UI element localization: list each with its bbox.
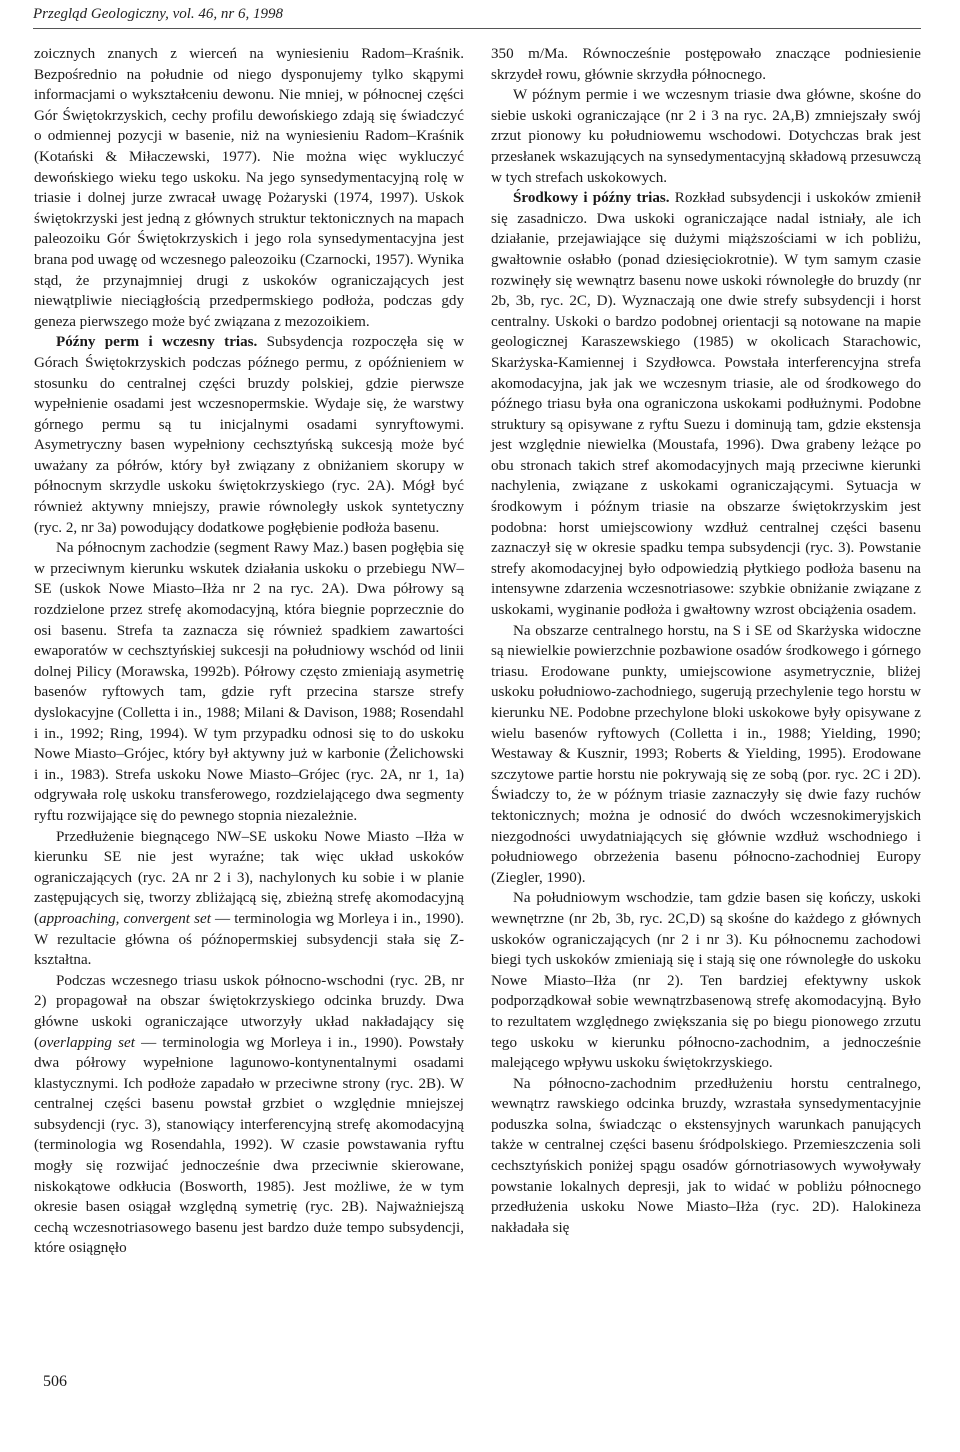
header-rule <box>33 28 921 29</box>
paragraph <box>34 332 464 538</box>
italic-term: overlapping set <box>39 1034 135 1051</box>
paragraph <box>34 971 464 1259</box>
italic-term: approaching, convergent set <box>39 910 211 927</box>
section-heading: Późny perm i wczesny trias. <box>56 334 258 351</box>
paragraph-text: Rozkład subsydencji i uskoków zmienił się zasadniczo. Dwa uskoki ograniczające nadal istniały, ale ich działanie, przejawiające się dużymi miąższościami w ich pobliżu, gwałtownie osłabło (ponad dziesięciokrotnie). W tym samym czasie rozwinęły się wewnątrz basenu nowe uskoki równoległe do bruzdy (nr 2b, 3b, ryc. 2C, D). Wyznaczają one dwie strefy subsydencji i horst centralny. Uskoki o bardzo podobnej orientacji są notowane na mapie geologicznej Karaszewskiego (1985) w okolicach Starachowic, Skarżyska-Kamiennej i Szydłowca. Powstała interferencyjna strefa akomodacyjna, jak jak we wczesnym triasie, ale od środkowego do późnego triasu była ona ograniczona uskokami podłużnymi. Podobne struktury są opisywane z ryftu Suezu i dominują tam, gdzie ekstensja jest względnie niewielka (Moustafa, 1996). Dwa grabeny leżące po obu stronach takich stref akomodacyjnych mają przeciwne kierunki nachylenia, związane z uskokami ograniczającymi. Sytuacja w środkowym i późnym triasie na obszarze świętokrzyskim jest podobna: horst umiejscowiony wzdłuż centralnej części basenu zaznaczył się w okresie spadku tempa subsydencji (ryc. 3). Powstanie strefy akomodacyjnej było odpowiedzią płytkiego podłoża basenu na intensywne zdarzenia wczesnotriasowe: szybkie obniżanie związane z uskokami, wyginanie podłoża i gwałtowny wzrost obciążenia osadem. <box>491 190 921 619</box>
paragraph: Na obszarze centralnego horstu, na S i SE od Skarżyska widoczne są niewielkie powierzchnie pozbawione osadów środkowego i górnego triasu. Erodowane punkty, umiejscowione asymetrycznie, bliżej uskoku południowo-zachodniego, sugerują przechylenie tego horstu w kierunku NE. Podobne przechylone bloki uskokowe były opisywane z wielu basenów ryftowych (Colletta i in., 1988; Yielding, 1990; Westaway & Kusznir, 1993; Roberts & Yielding, 1995). Erodowane szczytowe partie horstu nie pokrywają się ze sobą (por. ryc. 2C i 2D). Świadczy to, że w późnym triasie zaznaczyły się dwie fazy ruchów tektonicznych; można je odnosić do dwóch wczesnokimeryjskich niezgodności uwydatniających się głównie wzdłuż wschodniego i południowego obrzeżenia basenu północno-zachodniej Europy (Ziegler, 1990). <box>491 622 921 886</box>
left-column <box>34 44 464 1259</box>
page-number: 506 <box>43 1373 67 1390</box>
paragraph-text: — terminologia wg Morleya i in., 1990). Powstały dwa półrowy wypełnione lagunowo-kontynentalnymi osadami klastycznymi. Ich podłoże zapadało w przeciwne strony (ryc. 2B). W centralnej części basenu powstał grzbiet o względnie mniejszej subsydencji (ryc. 3), stanowiący interferencyjną strefę akomodacyjną (terminologia wg Rosendahla, 1992). W czasie powstawania ryftu mogły się rozwijać jednocześnie dwa przeciwnie skierowane, niskokątowe odkłucia (Bosworth, 1985). Jest możliwe, że w tym okresie basen osiągał względną symetrię (ryc. 2B). Najważniejszą cechą wczesnotriasowego basenu jest bardzo duże tempo subsydencji, które osiągnęło <box>34 1034 464 1257</box>
paragraph: Na południowym wschodzie, tam gdzie basen się kończy, uskoki wewnętrzne (nr 2b, 3b, ryc. 2C,D) są skośne do każdego z głównych uskoków ograniczających (nr 2 i nr 3). Ku północnemu zachodowi biegi tych uskoków zmieniają się i stają się one równoległe do uskoku Nowe Miasto–Iłża (nr 2). Ten bardziej efektywny uskok podporządkował sobie wewnątrzbasenową strefę akomodacyjną. Było to rezultatem względnego zwiększania się po biegu pionowego zrzutu tego uskoku w kierunku północno-zachodnim, a jednocześnie malejącego wpływu uskoku świętokrzyskiego. <box>491 890 921 1072</box>
paragraph: zoicznych znanych z wierceń na wyniesieniu Radom–Kraśnik. Bezpośrednio na południe od niego dysponujemy tylko skąpymi informacjami o wykształceniu dewonu. Nie mniej, w północnej części Gór Świętokrzyskich, cechy profilu dewońskiego zdają się świadczyć o odmiennej pozycji w basenie, niż na wyniesieniu Radom–Kraśnik (Kotański & Miłaczewski, 1977). Nie można więc wykluczyć dewońskiego wieku tego uskoku. Na jego synsedymentacyjną rolę w triasie i dolnej jurze zwracał uwagę Pożaryski (1974, 1997). Uskok świętokrzyski jest jedną z głównych struktur tektonicznych na mapach paleozoiku Gór Świętokrzyskich i jego rola synsedymentacyjna jest brana pod uwagę od wczesnego paleozoiku (Czarnocki, 1957). Wynika stąd, że przynajmniej drugi z uskoków ograniczających jest niewątpliwie nieciągłością przedpermskiego podłoża, podczas gdy geneza pierwszego może być związana z mezozoikiem. <box>34 46 464 330</box>
running-title: Przegląd Geologiczny, vol. 46, nr 6, 1998 <box>33 6 283 22</box>
paragraph: W późnym permie i we wczesnym triasie dwa główne, skośne do siebie uskoki ograniczające (nr 2 i 3 na ryc. 2A,B) zmniejszały swój zrzut pionowy ku południowemu wschodowi. Dotychczas brak jest przesłanek wskazujących na synsedymentacyjną składową przesuwczą w tych strefach uskokowych. <box>491 87 921 186</box>
paragraph-text: Podczas wczesnego triasu uskok północno-wschodni (ryc. 2B, nr 2) propagował na obszar świętokrzyskiego odcinka bruzdy. Dwa główne uskoki ograniczające utworzyły układ nakładający się ( <box>34 972 464 1051</box>
paragraph-text: Przedłużenie biegnącego NW–SE uskoku Nowe Miasto –Iłża w kierunku SE nie jest wyraźne; tak więc układ uskoków ograniczających (ryc. 2A nr 2 i 3), nachylonych ku sobie i w planie zastępujących się, tworzy zbliżającą się, zbieżną strefę akomodacyjną ( <box>34 828 464 927</box>
section-heading: Środkowy i późny trias. <box>513 190 670 207</box>
paragraph: 350 m/Ma. Równocześnie postępowało znaczące podniesienie skrzydeł rowu, głównie skrzydła północnego. <box>491 46 921 83</box>
paragraph-text: — terminologia wg Morleya i in., 1990). W rezultacie główna oś późnopermskiej subsydencji stała się Z-kształtna. <box>34 910 464 969</box>
right-column <box>491 44 921 1238</box>
paragraph: Na północno-zachodnim przedłużeniu horstu centralnego, wewnątrz rawskiego odcinka bruzdy, wzrastała synsedymentacyjnie poduszka solna, świadcząc o ekstensyjnych warunkach panujących także w centralnej części basenu śródpolskiego. Przemieszczenia soli cechsztyńskich poniżej spągu osadów górnotriasowych wywoływały powstanie lokalnych depresji, jak to widać w pobliżu północnego przedłużenia uskoku Nowe Miasto–Iłża (ryc. 2D). Halokineza nakładała się <box>491 1075 921 1236</box>
paragraph <box>491 188 921 620</box>
paragraph-text: Subsydencja rozpoczęła się w Górach Świętokrzyskich podczas późnego permu, z opóźnieniem w stosunku do centralnej części bruzdy polskiej, gdzie pierwsze wypełnienie osadami jest wczesnopermskie. Wydaje się, że warstwy górnego permu są tu inicjalnymi osadami synryftowymi. Asymetryczny basen wypełniony cechsztyńską sukcesją może być uważany za półrów, który był związany z obniżaniem skorupy w północnym skrzydle uskoku świętokrzyskiego (ryc. 2A). Mógł być również aktywny mniejszy, prawie równoległy uskok syntetyczny (ryc. 2, nr 3a) powodujący dodatkowe pogłębienie podłoża basenu. <box>34 334 464 536</box>
paragraph <box>34 827 464 971</box>
paragraph: Na północnym zachodzie (segment Rawy Maz.) basen pogłębia się w przeciwnym kierunku wskutek działania uskoku o przebiegu NW–SE (uskok Nowe Miasto–Iłża nr 2 na ryc. 2A). Dwa półrowy są rozdzielone przez strefę akomodacyjną, która biegnie poprzecznie do osi basenu. Strefa ta zaznacza się również spadkiem zawartości ewaporatów w cechsztyńskiej sukcesji na południowy wschód od linii dolnej Pilicy (Morawska, 1992b). Półrowy często zmieniają asymetrię basenów ryftowych tam, gdzie ryft przecina starsze strefy dyslokacyjne (Colletta i in., 1988; Milani & Davison, 1988; Rosendahl i in., 1992; Ring, 1994). W tym przypadku odnosi się to do uskoku Nowe Miasto–Grójec, który był aktywny już w karbonie (Żelichowski i in., 1983). Strefa uskoku Nowe Miasto–Grójec (ryc. 2A, nr 1, 1a) odgrywała rolę uskoku transferowego, rozdzielającego dwa segmenty ryftu rozwijające się do pewnego stopnia niezależnie. <box>34 540 464 824</box>
